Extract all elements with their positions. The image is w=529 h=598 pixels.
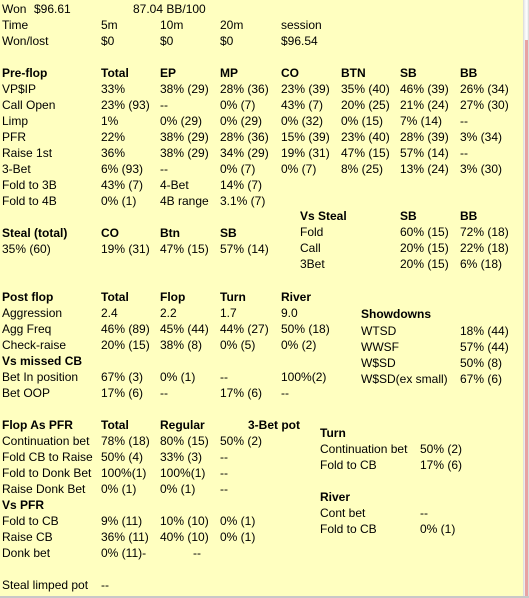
table-cell: 23% (93) xyxy=(101,98,150,112)
table-cell: 78% (18) xyxy=(101,434,150,448)
flop-as-pfr-title: Flop As PFR xyxy=(2,418,73,432)
table-cell: 7% (14) xyxy=(400,114,443,128)
table-cell: -- xyxy=(281,386,289,400)
table-cell: 13% (24) xyxy=(400,162,449,176)
table-cell: -- xyxy=(160,386,168,400)
flop-as-pfr-header-total: Total xyxy=(101,418,129,432)
four-b-range-value: 3.1% (7) xyxy=(220,194,266,208)
table-row-label: W$SD xyxy=(361,356,396,370)
steal-limped-label: Steal limped pot xyxy=(2,578,89,592)
table-cell: 38% (29) xyxy=(160,146,209,160)
table-cell: 38% (29) xyxy=(160,130,209,144)
table-cell: -- xyxy=(420,506,428,520)
table-cell: 33% xyxy=(101,82,126,96)
preflop-title: Pre-flop xyxy=(2,66,48,80)
table-row-label: Fold to CB xyxy=(320,458,377,472)
table-row-label: WWSF xyxy=(361,340,399,354)
table-row-label: Raise Donk Bet xyxy=(2,482,86,496)
table-cell: 3% (30) xyxy=(460,162,503,176)
table-cell: 43% (7) xyxy=(281,98,324,112)
table-cell: 50% (4) xyxy=(101,450,144,464)
vs-steal-header-sb: SB xyxy=(400,209,417,223)
val-20m: $0 xyxy=(220,34,234,48)
table-cell: 57% (14) xyxy=(400,146,449,160)
col-5m: 5m xyxy=(101,18,118,32)
wonlost-label: Won/lost xyxy=(2,34,49,48)
table-cell: 34% (29) xyxy=(220,146,269,160)
table-cell: -- xyxy=(460,114,468,128)
time-label: Time xyxy=(2,18,29,32)
table-cell: 6% (18) xyxy=(460,257,503,271)
table-cell: 23% (39) xyxy=(281,82,330,96)
vs-steal-title: Vs Steal xyxy=(300,209,347,223)
table-cell: -- xyxy=(220,466,228,480)
table-cell: 100%(2) xyxy=(281,370,327,384)
col-20m: 20m xyxy=(220,18,244,32)
four-bet-value: 14% (7) xyxy=(220,178,263,192)
table-cell: 40% (10) xyxy=(160,530,209,544)
table-cell: 0% (7) xyxy=(220,162,256,176)
table-row-label: Aggression xyxy=(2,306,63,320)
table-cell: 19% (31) xyxy=(281,146,330,160)
vs-steal-header-bb: BB xyxy=(460,209,478,223)
table-cell: 2.4 xyxy=(101,306,118,320)
table-row-label: W$SD(ex small) xyxy=(361,372,448,386)
table-row-label: Fold to CB xyxy=(320,522,377,536)
preflop-header-mp: MP xyxy=(220,66,238,80)
turn-title: Turn xyxy=(320,426,346,440)
won-value: $96.61 xyxy=(34,2,71,16)
table-cell: 47% (15) xyxy=(341,146,390,160)
flop-as-pfr-header-3bet: 3-Bet pot xyxy=(248,418,300,432)
preflop-header-bb: BB xyxy=(460,66,478,80)
table-cell: 0% (7) xyxy=(281,162,317,176)
val-5m: $0 xyxy=(101,34,115,48)
table-cell: 80% (15) xyxy=(160,434,209,448)
four-b-range-label: 4B range xyxy=(160,194,209,208)
table-cell: 38% (8) xyxy=(160,338,203,352)
table-cell: 36% xyxy=(101,146,126,160)
table-cell: 0% (2) xyxy=(281,338,317,352)
table-cell: 0% (15) xyxy=(341,114,384,128)
table-cell: 0% (29) xyxy=(160,114,203,128)
table-cell: 17% (6) xyxy=(101,386,144,400)
postflop-header-turn: Turn xyxy=(220,290,246,304)
table-cell: 9% (11) xyxy=(101,514,143,528)
table-cell: 21% (24) xyxy=(400,98,449,112)
table-cell: 23% (40) xyxy=(341,130,390,144)
window-edge-accent xyxy=(525,40,528,598)
postflop-header-total: Total xyxy=(101,290,129,304)
river-title: River xyxy=(320,490,351,504)
table-row-label: Donk bet xyxy=(2,546,51,560)
table-cell: 1.7 xyxy=(220,306,237,320)
table-cell: 46% (39) xyxy=(400,82,449,96)
table-cell: 15% (39) xyxy=(281,130,330,144)
steal-total: 35% (60) xyxy=(2,242,51,256)
bb-per-100: 87.04 BB/100 xyxy=(133,2,206,16)
postflop-header-flop: Flop xyxy=(160,290,186,304)
table-cell: 33% (3) xyxy=(160,450,203,464)
steal-limped-value: -- xyxy=(101,578,109,592)
steal-header-btn: Btn xyxy=(160,226,180,240)
table-row-label: Fold to Donk Bet xyxy=(2,466,92,480)
table-row-label: Call Open xyxy=(2,98,56,112)
table-row-label: Agg Freq xyxy=(2,322,52,336)
table-row-label: Continuation bet xyxy=(2,434,90,448)
table-cell: 50% (2) xyxy=(220,434,263,448)
flop-as-pfr-header-regular: Regular xyxy=(160,418,205,432)
table-cell: -- xyxy=(460,146,468,160)
table-cell: 26% (34) xyxy=(460,82,509,96)
table-cell: 50% (18) xyxy=(281,322,330,336)
table-cell: 20% (15) xyxy=(400,257,449,271)
steal-header-sb: SB xyxy=(220,226,237,240)
table-cell: 18% (44) xyxy=(460,324,509,338)
table-row-label: WTSD xyxy=(361,324,397,338)
table-row-label: Check-raise xyxy=(2,338,67,352)
table-row-label: Raise 1st xyxy=(2,146,53,160)
table-cell: 28% (36) xyxy=(220,82,269,96)
table-row-label: Cont bet xyxy=(320,506,366,520)
fold-to-3b-value: 43% (7) xyxy=(101,178,144,192)
table-cell: 100%(1) xyxy=(160,466,206,480)
table-cell: -- xyxy=(160,98,168,112)
table-row-label: Fold to CB xyxy=(2,514,59,528)
table-cell: 10% (10) xyxy=(160,514,209,528)
table-cell: 44% (27) xyxy=(220,322,269,336)
table-cell: 60% (15) xyxy=(400,225,449,239)
table-cell: 20% (15) xyxy=(101,338,150,352)
steal-title: Steal (total) xyxy=(2,226,68,240)
table-cell: 100%(1) xyxy=(101,466,147,480)
val-session: $96.54 xyxy=(281,34,318,48)
fold-to-3b-label: Fold to 3B xyxy=(2,178,57,192)
won-label: Won xyxy=(2,2,27,16)
table-cell: 57% (14) xyxy=(220,242,269,256)
table-cell: -- xyxy=(160,162,168,176)
val-10m: $0 xyxy=(160,34,174,48)
table-cell: 0% (1) xyxy=(101,482,137,496)
table-cell: 50% (8) xyxy=(460,356,503,370)
four-bet-label: 4-Bet xyxy=(160,178,189,192)
preflop-header-btn: BTN xyxy=(341,66,366,80)
col-10m: 10m xyxy=(160,18,184,32)
preflop-header-co: CO xyxy=(281,66,299,80)
table-cell: 38% (29) xyxy=(160,82,209,96)
table-cell: 8% (25) xyxy=(341,162,384,176)
table-cell: 0% (1) xyxy=(160,482,196,496)
fold-to-4b-value: 0% (1) xyxy=(101,194,137,208)
table-cell: 19% (31) xyxy=(101,242,150,256)
postflop-header-river: River xyxy=(281,290,312,304)
table-cell: 22% (18) xyxy=(460,241,509,255)
table-cell: -- xyxy=(220,450,228,464)
fold-to-4b-label: Fold to 4B xyxy=(2,194,57,208)
steal-header-co: CO xyxy=(101,226,119,240)
table-row-label: Limp xyxy=(2,114,29,128)
table-row-label: Fold CB to Raise xyxy=(2,450,93,464)
vs-missed-cb-title: Vs missed CB xyxy=(2,354,83,368)
table-cell: 9.0 xyxy=(281,306,298,320)
table-cell: 0% (5) xyxy=(220,338,256,352)
table-cell: 0% (7) xyxy=(220,98,256,112)
table-cell: 20% (15) xyxy=(400,241,449,255)
table-cell: 3% (34) xyxy=(460,130,503,144)
table-cell: 1% xyxy=(101,114,119,128)
table-cell: 28% (36) xyxy=(220,130,269,144)
table-row-label: Bet OOP xyxy=(2,386,51,400)
vs-pfr-title: Vs PFR xyxy=(2,498,45,512)
table-cell: 22% xyxy=(101,130,126,144)
table-cell: 20% (25) xyxy=(341,98,390,112)
table-cell: 17% (6) xyxy=(220,386,263,400)
table-cell: 0% (1) xyxy=(160,370,196,384)
table-cell: 0% (1) xyxy=(220,530,256,544)
table-cell: 35% (40) xyxy=(341,82,390,96)
table-cell: 28% (39) xyxy=(400,130,449,144)
table-cell: 17% (6) xyxy=(420,458,463,472)
table-cell: 67% (6) xyxy=(460,372,503,386)
table-cell: 0% (1) xyxy=(220,514,256,528)
table-row-label: Call xyxy=(300,241,321,255)
table-row-label: PFR xyxy=(2,130,26,144)
table-row-label: 3-Bet xyxy=(2,162,31,176)
table-cell: -- xyxy=(220,482,228,496)
table-cell: 0% (11)- xyxy=(101,546,147,560)
table-cell: 0% (29) xyxy=(220,114,263,128)
table-cell: 0% (32) xyxy=(281,114,324,128)
table-cell: -- xyxy=(220,370,228,384)
table-cell: 57% (44) xyxy=(460,340,509,354)
table-cell: 50% (2) xyxy=(420,442,463,456)
table-row-label: Fold xyxy=(300,225,324,239)
table-cell: 46% (89) xyxy=(101,322,150,336)
table-cell: 36% (11) xyxy=(101,530,149,544)
postflop-title: Post flop xyxy=(2,290,54,304)
preflop-header-total: Total xyxy=(101,66,129,80)
col-session: session xyxy=(281,18,322,32)
table-cell: -- xyxy=(193,546,201,560)
preflop-header-sb: SB xyxy=(400,66,417,80)
table-cell: 47% (15) xyxy=(160,242,209,256)
table-cell: 2.2 xyxy=(160,306,177,320)
table-row-label: Raise CB xyxy=(2,530,53,544)
table-row-label: Bet In position xyxy=(2,370,79,384)
table-cell: 45% (44) xyxy=(160,322,209,336)
table-cell: 72% (18) xyxy=(460,225,509,239)
table-row-label: Continuation bet xyxy=(320,442,408,456)
table-row-label: 3Bet xyxy=(300,257,325,271)
preflop-header-ep: EP xyxy=(160,66,177,80)
table-row-label: VP$IP xyxy=(2,82,37,96)
table-cell: 0% (1) xyxy=(420,522,456,536)
table-cell: 67% (3) xyxy=(101,370,144,384)
showdowns-title: Showdowns xyxy=(361,307,431,321)
table-cell: 27% (30) xyxy=(460,98,509,112)
table-cell: 6% (93) xyxy=(101,162,144,176)
